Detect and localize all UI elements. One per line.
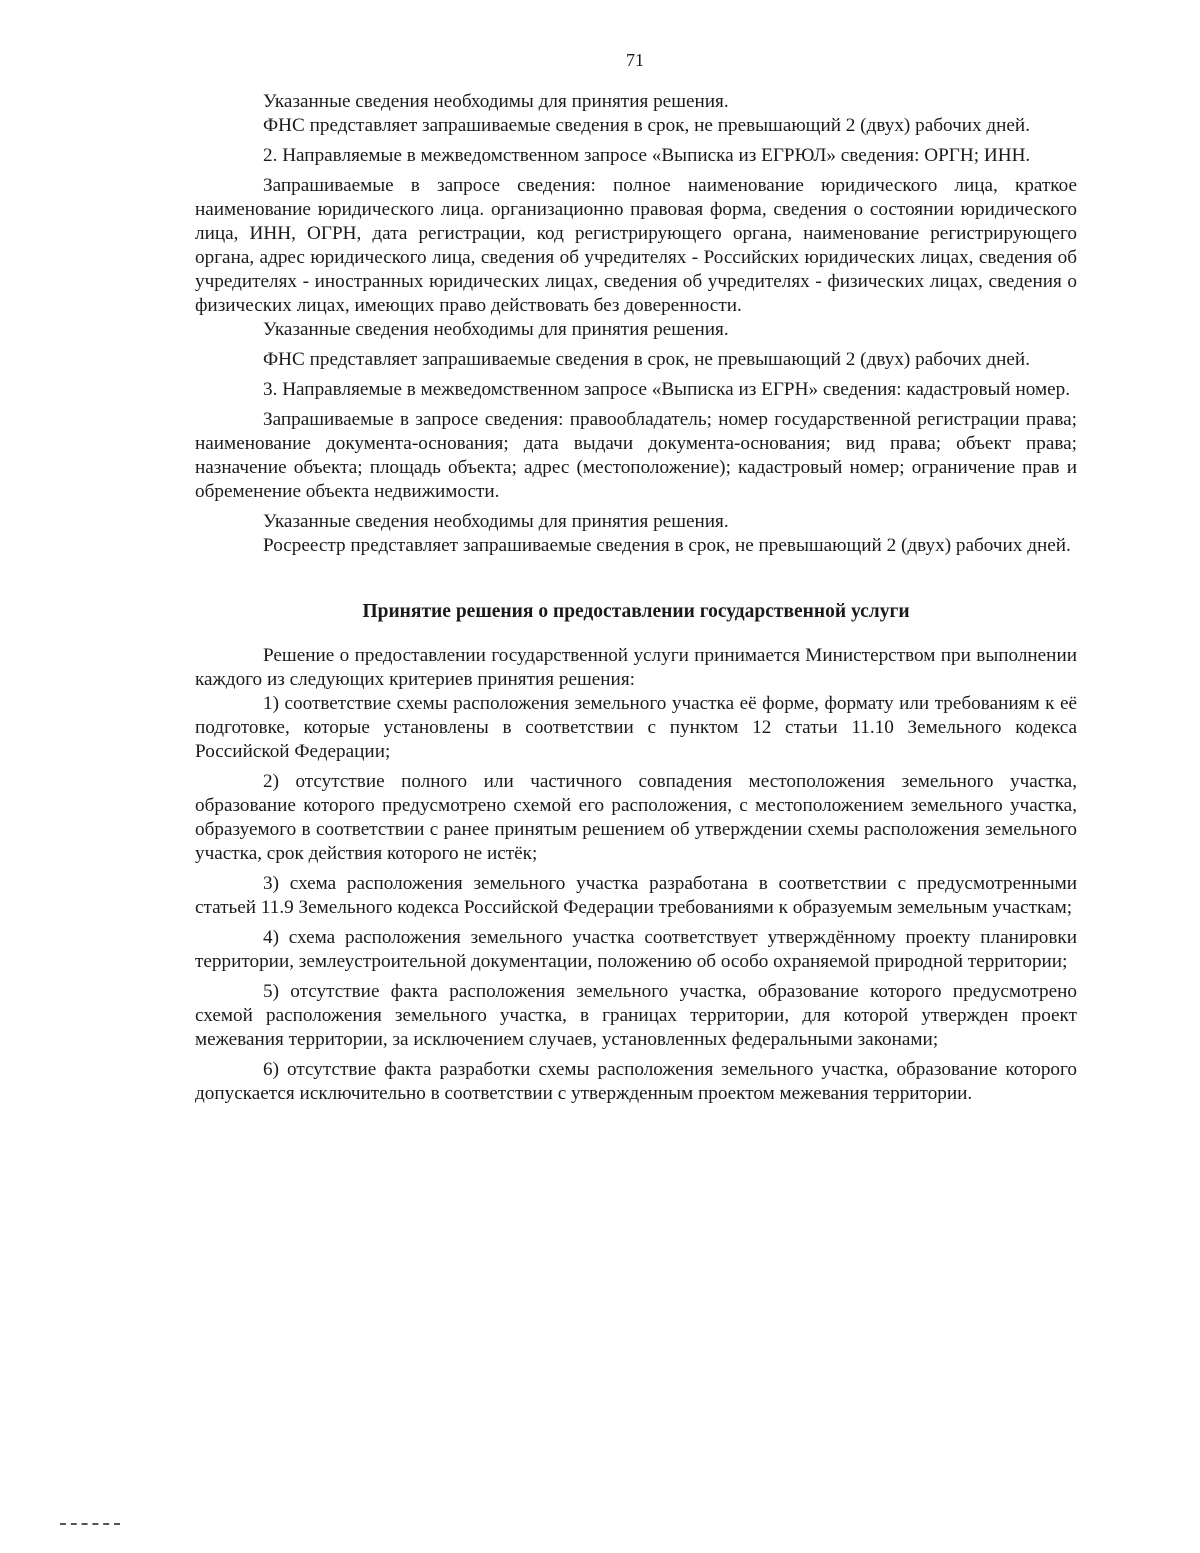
paragraph: 3. Направляемые в межведомственном запросе «Выписка из ЕГРН» сведения: кадастровый номер. bbox=[263, 379, 1071, 400]
paragraph: Решение о предоставлении государственной услуги принимается Министерством при выполнении каждого из следующих критериев принятия решения: bbox=[195, 645, 1077, 690]
paragraph: Запрашиваемые в запросе сведения: полное наименование юридического лица, краткое наименование юридического лица. организационно правовая форма, сведения о состоянии юридического лица, ИНН, ОГРН, дата регистрации, код регистрирующего органа, наименование регистрирующего органа, адрес юридического лица, сведения об учредителях - Российских юридических лицах, сведения об учредителях - иностранных юридических лицах, сведения об учредителях - физических лицах, сведения о физических лицах, имеющих право действовать без доверенности. bbox=[195, 175, 1077, 316]
paragraph: Указанные сведения необходимы для принятия решения. bbox=[263, 319, 729, 340]
page-number: 71 bbox=[626, 50, 644, 70]
section-heading: Принятие решения о предоставлении государственной услуги bbox=[362, 601, 910, 622]
paragraph: Указанные сведения необходимы для принятия решения. bbox=[263, 511, 729, 532]
list-item: 6) отсутствие факта разработки схемы расположения земельного участка, образование которого допускается исключительно в соответствии с утвержденным проектом межевания территории. bbox=[195, 1059, 1077, 1104]
paragraph: Запрашиваемые в запросе сведения: правообладатель; номер государственной регистрации права; наименование документа-основания; дата выдачи документа-основания; вид права; объект права; назначение объекта; площадь объекта; адрес (местоположение); кадастровый номер; ограничение прав и обременение объекта недвижимости. bbox=[195, 409, 1077, 502]
scan-mark bbox=[60, 1523, 120, 1527]
paragraph: Указанные сведения необходимы для принятия решения. bbox=[263, 91, 729, 112]
list-item: 3) схема расположения земельного участка разработана в соответствии с предусмотренными статьей 11.9 Земельного кодекса Российской Федерации требованиями к образуемым земельным участкам; bbox=[195, 873, 1077, 918]
paragraph: ФНС представляет запрашиваемые сведения в срок, не превышающий 2 (двух) рабочих дней. bbox=[263, 349, 1031, 370]
paragraph: Росреестр представляет запрашиваемые сведения в срок, не превышающий 2 (двух) рабочих дней. bbox=[263, 535, 1071, 556]
list-item: 5) отсутствие факта расположения земельного участка, образование которого предусмотрено схемой расположения земельного участка, в границах территории, для которой утвержден проект межевания территории, за исключением случаев, установленных федеральными законами; bbox=[195, 981, 1077, 1050]
paragraph: ФНС представляет запрашиваемые сведения в срок, не превышающий 2 (двух) рабочих дней. bbox=[263, 115, 1031, 136]
list-item: 2) отсутствие полного или частичного совпадения местоположения земельного участка, образование которого предусмотрено схемой его расположения, с местоположением земельного участка, образуемого в соответствии с ранее принятым решением об утверждении схемы расположения земельного участка, срок действия которого не истёк; bbox=[195, 771, 1077, 864]
document-body bbox=[195, 90, 1077, 1106]
paragraph: 2. Направляемые в межведомственном запросе «Выписка из ЕГРЮЛ» сведения: ОРГН; ИНН. bbox=[263, 145, 1031, 166]
list-item: 1) соответствие схемы расположения земельного участка её форме, формату или требованиям к её подготовке, которые установлены в соответствии с пунктом 12 статьи 11.10 Земельного кодекса Российской Федерации; bbox=[195, 693, 1077, 762]
list-item: 4) схема расположения земельного участка соответствует утверждённому проекту планировки территории, землеустроительной документации, положению об особо охраняемой природной территории; bbox=[195, 927, 1077, 972]
